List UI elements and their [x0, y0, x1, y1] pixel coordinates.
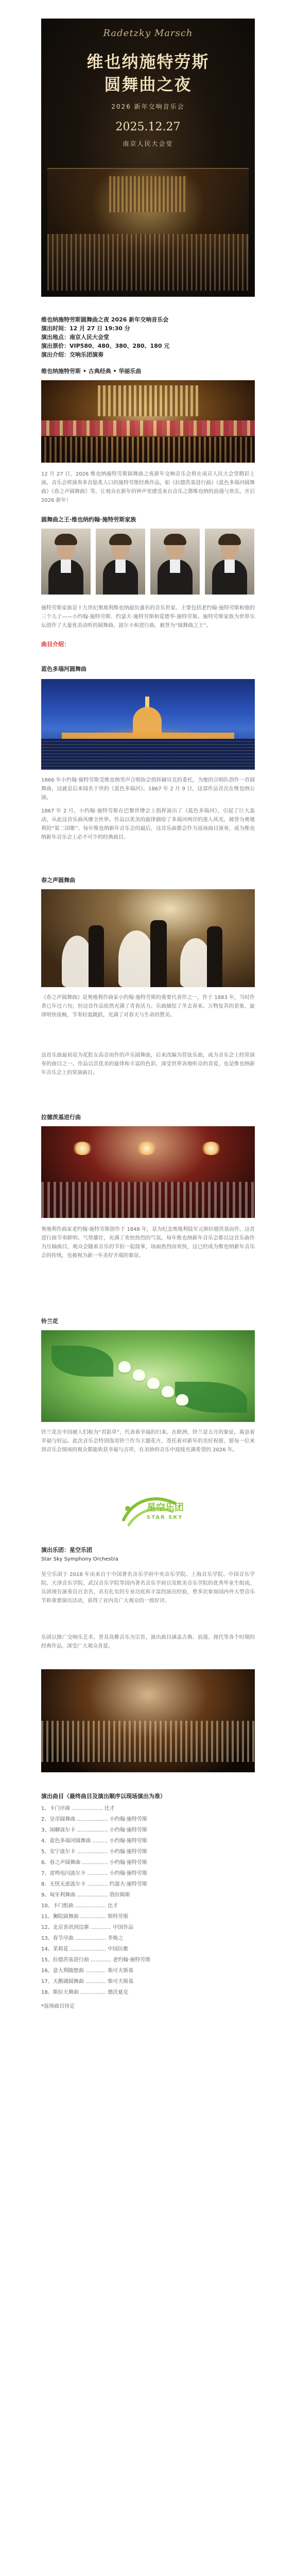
section-heading: 演出乐团：星空乐团 [41, 1547, 92, 1553]
program-item: 9、匈牙利舞曲 ……………… 勃拉姆斯 [41, 1892, 130, 1898]
section-paragraph: 《春之声圆舞曲》是奥地利作曲家小约翰·施特劳斯的重要代表作之一，作于 1883 年，当时作者已年过六旬，但这首作品依然充满了青春活力。乐曲描绘了冬去春来、万物复苏的景象，旋律明快流畅，节奏轻盈跳跃，充满了对春天与生命的赞美。 [41, 995, 255, 1018]
program-item: 8、无忧无虑波尔卡 ………… 约瑟夫·施特劳斯 [41, 1882, 147, 1887]
program-item: 11、狮院圆舞曲 …………… 斯特劳斯 [41, 1914, 129, 1920]
section-paragraph: 1866 年小约翰·施特劳斯受维也纳男声合唱协会指挥赫贝克的委托，为他的合唱队创作一首圆舞曲，这就是后来闻名于世的《蓝色多瑙河》。1867 年 2 月 9 日，这部作品首次在维也纳公演。 [41, 777, 255, 801]
program-item: 6、春之声圆舞曲 …………… 小约翰·施特劳斯 [41, 1860, 147, 1866]
portrait [41, 529, 91, 595]
lily-of-the-valley-photo [41, 1330, 255, 1422]
flower-bell [176, 1394, 188, 1405]
program-item: 12、北京喜讯到边寨 ………… 中国作品 [41, 1925, 134, 1930]
ballroom-dance-photo [41, 889, 255, 987]
orchestra-english-name: Star Sky Symphony Orchestra [41, 1556, 118, 1562]
logo-chinese-name: 星空乐团 [147, 1502, 184, 1513]
program-item: 16、意大利随想曲 ………… 柴可夫斯基 [41, 1968, 134, 1974]
red-ballroom-photo [41, 1126, 255, 1218]
program-item: 14、茉莉花 ………………… 中国民歌 [41, 1946, 129, 1952]
event-info-line: 演出介绍：交响乐团演奏 [41, 351, 103, 358]
program-item: 5、安宁波尔卡 ……………… 小约翰·施特劳斯 [41, 1849, 147, 1855]
audience [47, 234, 249, 291]
program-item: 17、天鹅湖圆舞曲 ………… 柴可夫斯基 [41, 1979, 134, 1985]
portrait [205, 529, 254, 595]
program-note: *返场曲目待定 [41, 2004, 75, 2009]
dancer-partner [89, 925, 104, 987]
dancer [118, 930, 154, 987]
poster-title-line2: 圆舞曲之夜 [104, 75, 192, 94]
logo-english-name: STAR SKY [147, 1515, 183, 1520]
section-heading: 圆舞曲之王·维也纳约翰·施特劳斯家族 [41, 516, 136, 523]
program-item: 4、蓝色多瑙河圆舞曲 ……… 小约翰·施特劳斯 [41, 1838, 147, 1844]
flower-bell [118, 1361, 131, 1372]
poster-date: 2025.12.27 [115, 121, 181, 133]
program-item: 1、卡门序曲 ……………… 比才 [41, 1806, 115, 1811]
program-item: 10、卡门组曲 ……………… 比才 [41, 1903, 118, 1909]
section-heading: 蓝色多瑙河圆舞曲 [41, 666, 86, 672]
dancer [180, 938, 211, 987]
section-paragraph: 1867 年 2 月，小约翰·施特劳斯在巴黎世博会上指挥演出了《蓝色多瑙河》，引起了巨大轰动，从此这首乐曲风靡全世界。作品以优美的旋律描绘了多瑙河两岸的迷人风光，被誉为奥地利的“第二国歌”。每年维也纳新年音乐会的最后，这首乐曲都会作为返场曲目演奏，成为维也纳新年音乐会上必不可少的经典曲目。 [41, 808, 255, 840]
poster-title-line1: 维也纳施特劳斯 [86, 52, 210, 72]
program-item: 13、春节序曲 ……………… 李焕之 [41, 1936, 124, 1941]
event-info [41, 315, 255, 359]
program-item: 15、拉德茨基进行曲 ………… 老约翰·施特劳斯 [41, 1957, 151, 1963]
event-info-line: 演出地点：南京人民大会堂 [41, 334, 109, 341]
program-list [41, 1803, 255, 2012]
danube-night-photo [41, 679, 255, 770]
program-heading: 演出曲目（最终曲目及演出顺序以现场演出为准） [41, 1793, 166, 1800]
section-paragraph: 12 月 27 日，2026 维也纳施特劳斯圆舞曲之夜新年交响音乐会将在南京人民大会堂精彩上演。音乐会将演奏多首脍炙人口的施特劳斯经典作品，如《拉德茨基进行曲》《蓝色多瑙河圆舞曲》《春之声圆舞曲》等，让观众在新年的钟声里感受来自音乐之都维也纳的浪漫与欢乐，开启 2026 新年！ [41, 471, 255, 503]
poster-script-title: Radetzky Marsch [103, 28, 193, 39]
program-item: 18、斯拉夫舞曲 …………… 德沃夏克 [41, 1990, 129, 1995]
program-item: 3、闲聊波尔卡 ……………… 小约翰·施特劳斯 [41, 1827, 147, 1833]
program-item: 2、皇帝圆舞曲 ……………… 小约翰·施特劳斯 [41, 1817, 147, 1822]
portrait [96, 529, 145, 595]
organ [98, 385, 198, 416]
section-heading: 春之声圆舞曲 [41, 877, 75, 884]
dancer-partner [207, 926, 222, 987]
chandelier [136, 1142, 157, 1155]
program-intro-label: 曲目介绍： [41, 641, 69, 648]
dancer-partner [150, 920, 167, 987]
leaf [51, 1346, 113, 1377]
poster-title [41, 50, 255, 96]
section-paragraph: 星空乐团于 2018 年由来自于中国著名音乐学府中央音乐学院、上海音乐学院、中国音乐学院、天津音乐学院、武汉音乐学院等国内著名音乐学府以及欧美音乐学院的优秀毕业生组成。乐团现有演奏员百余名，具有扎实的专业功底和丰富的演出经验，曾多次参加国内外大型音乐节和重要演出活动，获得了业内及广大观众的一致好评。 [41, 1572, 255, 1604]
event-poster [41, 19, 255, 297]
section-paragraph: 乐团以推广交响乐艺术、普及高雅音乐为宗旨，演出曲目涵盖古典、浪漫、现代等各个时期的经典作品，深受广大观众喜爱。 [41, 1635, 255, 1649]
dancer [62, 936, 93, 987]
section-heading: 拉德茨基进行曲 [41, 1114, 81, 1121]
orchestra-logo [41, 1494, 255, 1535]
section-paragraph: 铃兰花在中国被人们称为“君影草”，代表着幸福的归来。在欧洲，铃兰是五月的象征，寓意着幸福与好运。此次音乐会特别选用铃兰作为主题花卉，寄托着对新年的美好祝愿，愿每一位来到音乐会现场的观众都能收获幸福与吉祥，在美妙的音乐中迎接充满希望的 2026 年。 [41, 1430, 255, 1453]
flower-bell [147, 1378, 160, 1389]
section-heading: 维也纳施特劳斯 • 古典经典 • 华丽乐曲 [41, 368, 142, 375]
organ-pipes [109, 176, 187, 212]
section-paragraph: 施特劳斯家族是十九世纪奥地利维也纳最负盛名的音乐世家。主要包括老约翰·施特劳斯和他的三个儿子——小约翰·施特劳斯、约瑟夫·施特劳斯和爱德华·施特劳斯。施特劳斯家族为世界乐坛创作了大量优美动听的圆舞曲、波尔卡和进行曲，被誉为“圆舞曲之王”。 [41, 605, 255, 629]
poster-subtitle: 2026 新年交响音乐会 [111, 103, 185, 110]
chandelier [72, 1142, 93, 1155]
concert-hall-photo [41, 380, 255, 463]
orchestra-performance-photo [41, 1669, 255, 1772]
orchestra-players [41, 1721, 255, 1762]
dance-floor [41, 1182, 255, 1218]
event-info-line: 演出票价：VIP580、480、380、280、180 元 [41, 343, 170, 349]
flower-bell [133, 1369, 145, 1381]
program-item: 7、雷鸣电闪波尔卡 ………… 小约翰·施特劳斯 [41, 1871, 147, 1876]
section-heading: 铃兰花 [41, 1318, 58, 1325]
stage-flowers [41, 420, 255, 436]
chandelier [201, 1142, 221, 1155]
event-info-heading: 维也纳施特劳斯圆舞曲之夜 2026 新年交响音乐会 [41, 316, 169, 323]
river [41, 739, 255, 770]
portrait [150, 529, 200, 595]
parliament-dome [133, 707, 162, 736]
section-paragraph: 奥地利作曲家老约翰·施特劳斯创作于 1848 年，是为纪念奥地利陆军元帅拉德茨基而作。这首进行曲节奏鲜明、气势雄壮，充满了欢快热烈的气氛。每年维也纳新年音乐会都以这首乐曲作为压轴曲目，观众会随着音乐的节拍一起鼓掌，场面热烈而欢快，这已经成为维也纳新年音乐会的传统，也被视为新一年美好开端的象征。 [41, 1227, 255, 1259]
event-info-line: 演出时间：12 月 27 日 19:30 分 [41, 325, 130, 332]
section-paragraph: 这首乐曲最初是为花腔女高音而作的声乐圆舞曲，后来改编为管弦乐曲，成为音乐会上经常演奏的曲目之一。作品以其优美的旋律和丰富的色彩，深受世界各地听众的喜爱，也是维也纳新年音乐会上的常演曲目。 [41, 1053, 255, 1076]
orchestra-on-stage [41, 437, 255, 463]
poster-venue: 南京人民大会堂 [123, 140, 173, 147]
poster-stage-photo [47, 168, 249, 291]
strauss-family-portraits [41, 529, 255, 596]
flower-bell [162, 1386, 174, 1397]
